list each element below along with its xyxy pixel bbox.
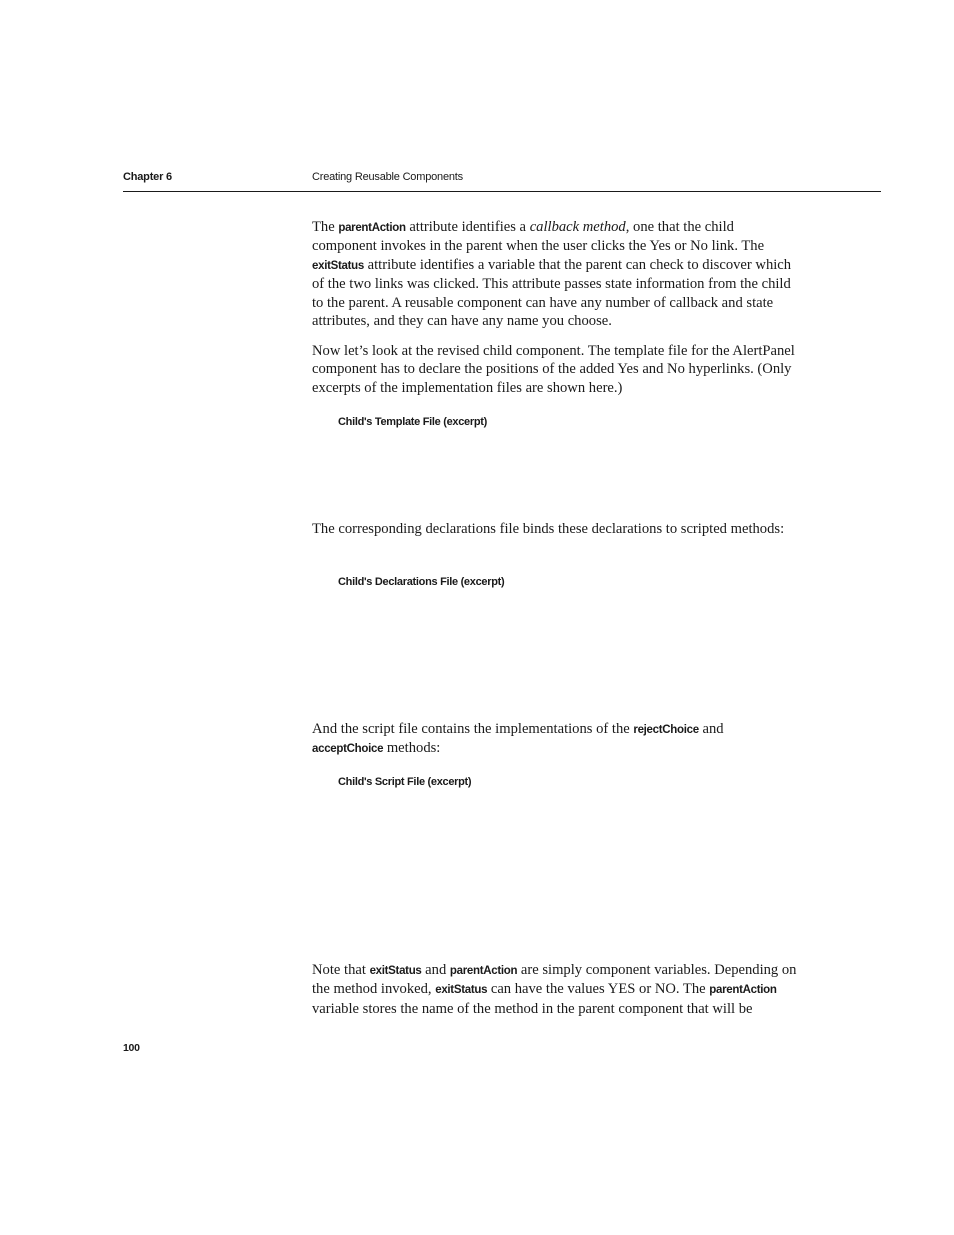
paragraph-component-variables (312, 961, 797, 1018)
code-parent-action: parentAction (449, 965, 518, 977)
chapter-label: Chapter 6 (123, 171, 172, 183)
text-run: Note that (312, 962, 370, 978)
text-run: and (421, 962, 450, 978)
header-rule (123, 191, 881, 192)
text-run: , one that the child component invokes in the parent when the user clicks the Yes or No link. The (312, 219, 765, 255)
caption-template-file: Child's Template File (excerpt) (338, 416, 487, 428)
running-head-title: Creating Reusable Components (312, 171, 463, 183)
code-exit-status: exitStatus (435, 984, 488, 997)
text-run: attribute identifies a variable that the parent can check to discover which of the two links was clicked. This attribute passes state information from the child to the parent. A reusable component can have any number of callback and state attributes, and they can have any name you choose. (312, 256, 792, 330)
code-listing-script (338, 796, 798, 950)
code-exit-status: exitStatus (312, 259, 364, 272)
text-run: And the script file contains the implementations of the (312, 721, 634, 737)
text-run: and (698, 721, 724, 737)
paragraph-revised-child: Now let’s look at the revised child component. The template file for the AlertPanel component has to declare the positions of the added Yes and No hyperlinks. (Only excerpts of the implementation files are shown here.) (312, 343, 795, 396)
text-run: can have the values YES or NO. The (487, 981, 710, 998)
text-run: are simply component variables. Depending on the method invoked, (312, 962, 797, 998)
text-run: variable stores the name of the method in the parent component that will be (312, 1000, 753, 1017)
code-accept-choice: acceptChoice (312, 743, 384, 756)
text-run: attribute identifies a (405, 219, 530, 235)
paragraph-declarations: The corresponding declarations file binds these declarations to scripted methods: (312, 521, 785, 537)
caption-declarations-file: Child's Declarations File (excerpt) (338, 576, 505, 588)
page-number: 100 (123, 1042, 140, 1054)
paragraph-parent-action (312, 218, 797, 330)
code-parent-action: parentAction (338, 222, 406, 234)
code-exit-status: exitStatus (369, 965, 422, 977)
code-listing-template (338, 436, 798, 510)
paragraph-script-file (312, 720, 797, 759)
code-listing-declarations (338, 596, 798, 710)
code-parent-action: parentAction (709, 984, 777, 997)
emphasis-callback-method: callback method (529, 219, 626, 235)
text-run: The (312, 219, 339, 235)
text-run: methods: (383, 740, 441, 757)
caption-script-file: Child's Script File (excerpt) (338, 776, 472, 788)
code-reject-choice: rejectChoice (633, 724, 699, 736)
